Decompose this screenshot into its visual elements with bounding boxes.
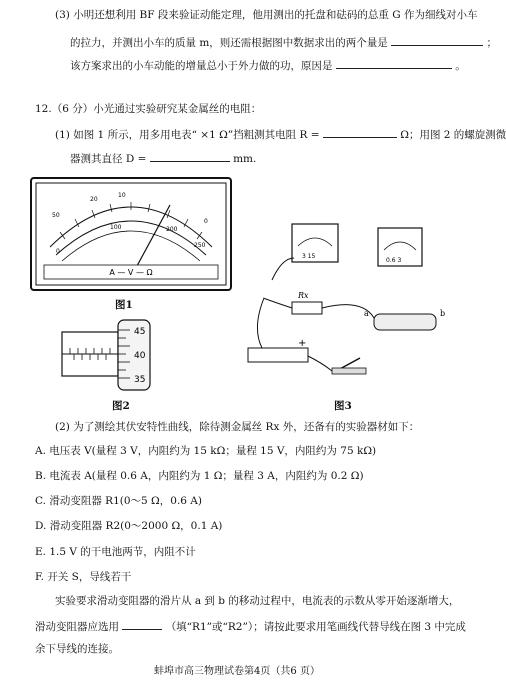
voltmeter-scale: 0.6 3	[386, 257, 402, 264]
q12-req-text: 滑动变阻器应选用	[35, 621, 119, 633]
rheostat-label-b: b	[440, 309, 446, 318]
ammeter-scale: 3 15	[302, 253, 316, 260]
meter-tick-label: 20	[90, 196, 98, 203]
meter-tick-label: 0	[204, 218, 208, 225]
option-a: A. 电压表 V(量程 3 V，内阻约为 15 kΩ；量程 15 V，内阻约为 75 kΩ)	[35, 445, 377, 457]
q11-line2	[70, 34, 497, 50]
q12-p1-text: (1) 如图 1 所示，用多用电表“ ×1 Ω”挡粗测其电阻 R =	[55, 129, 320, 141]
option-c: C. 滑动变阻器 R1(0～5 Ω，0.6 A)	[35, 495, 202, 507]
resistor-label: Rx	[298, 291, 309, 300]
q12-part1-line1	[55, 126, 506, 142]
meter-tick-label: 250	[194, 242, 206, 249]
option-e: E. 1.5 V 的干电池两节，内阻不计	[35, 546, 196, 558]
answer-blank-diameter[interactable]	[150, 150, 230, 162]
meter-tick-label: 100	[110, 224, 122, 231]
micrometer-tick: 35	[134, 375, 146, 385]
answer-blank-q11-quantities[interactable]	[391, 34, 483, 46]
figure1-caption: 图1	[115, 299, 133, 311]
figure1-multimeter	[30, 177, 234, 293]
q11-line2-end: ；	[486, 37, 497, 49]
meter-tick-label: 0	[56, 248, 60, 255]
option-f: F. 开关 S，导线若干	[35, 571, 132, 583]
q11-line1: (3) 小明还想利用 BF 段来验证动能定理，他用测出的托盘和砝码的总重 G 作为细线对小车	[55, 9, 478, 21]
battery-plus: +	[298, 338, 307, 349]
q11-line3	[70, 57, 466, 73]
figure2-caption: 图2	[112, 400, 130, 412]
q12-requirement-line3: 余下导线的连接。	[35, 643, 119, 655]
q12-p1-text4: mm.	[233, 153, 257, 165]
meter-tick-label: 200	[166, 226, 178, 233]
answer-blank-q11-reason[interactable]	[336, 57, 452, 69]
meter-tick-label: 10	[118, 192, 126, 199]
micrometer-tick: 45	[134, 327, 146, 337]
micrometer-tick: 40	[134, 351, 146, 361]
rheostat-label-a: a	[364, 309, 369, 318]
q12-p1-text3: 器测其直径 D =	[70, 153, 147, 165]
q12-part2: (2) 为了测绘其伏安特性曲线，除待测金属丝 Rx 外，还备有的实验器材如下：	[55, 421, 420, 433]
q11-line3-end: 。	[455, 60, 466, 72]
q11-line3-text: 该方案求出的小车动能的增量总小于外力做的功，原因是	[70, 60, 333, 72]
meter-tick-label: 50	[52, 212, 60, 219]
figure3-circuit	[242, 218, 456, 408]
q12-requirement-line2	[35, 618, 466, 634]
q12-req-text2: （填“R1”或“R2”）；请按此要求用笔画线代替导线在图 3 中完成	[165, 621, 466, 633]
option-d: D. 滑动变阻器 R2(0～2000 Ω，0.1 A)	[35, 520, 223, 532]
q11-line2-text: 的拉力，并测出小车的质量 m，则还需根据图中数据求出的两个量是	[70, 37, 388, 49]
meter-scale-label: A — V — Ω	[109, 268, 153, 277]
option-b: B. 电流表 A(量程 0.6 A，内阻约为 1 Ω；量程 3 A，内阻约为 0.2 Ω)	[35, 470, 364, 482]
q12-heading: 12.（6 分）小光通过实验研究某金属丝的电阻：	[35, 103, 262, 115]
page-footer: 蚌埠市高三物理试卷第4页（共6 页）	[154, 666, 320, 677]
answer-blank-resistance[interactable]	[323, 126, 397, 138]
figure3-caption: 图3	[334, 400, 352, 412]
q12-part1-line2	[70, 150, 256, 166]
q12-requirement-line1: 实验要求滑动变阻器的滑片从 a 到 b 的移动过程中，电流表的示数从零开始逐渐增大，	[55, 595, 460, 607]
q12-p1-text2: Ω；用图 2 的螺旋测微	[400, 129, 506, 141]
answer-blank-rheostat-choice[interactable]	[122, 618, 162, 630]
figure2-micrometer	[62, 318, 182, 394]
